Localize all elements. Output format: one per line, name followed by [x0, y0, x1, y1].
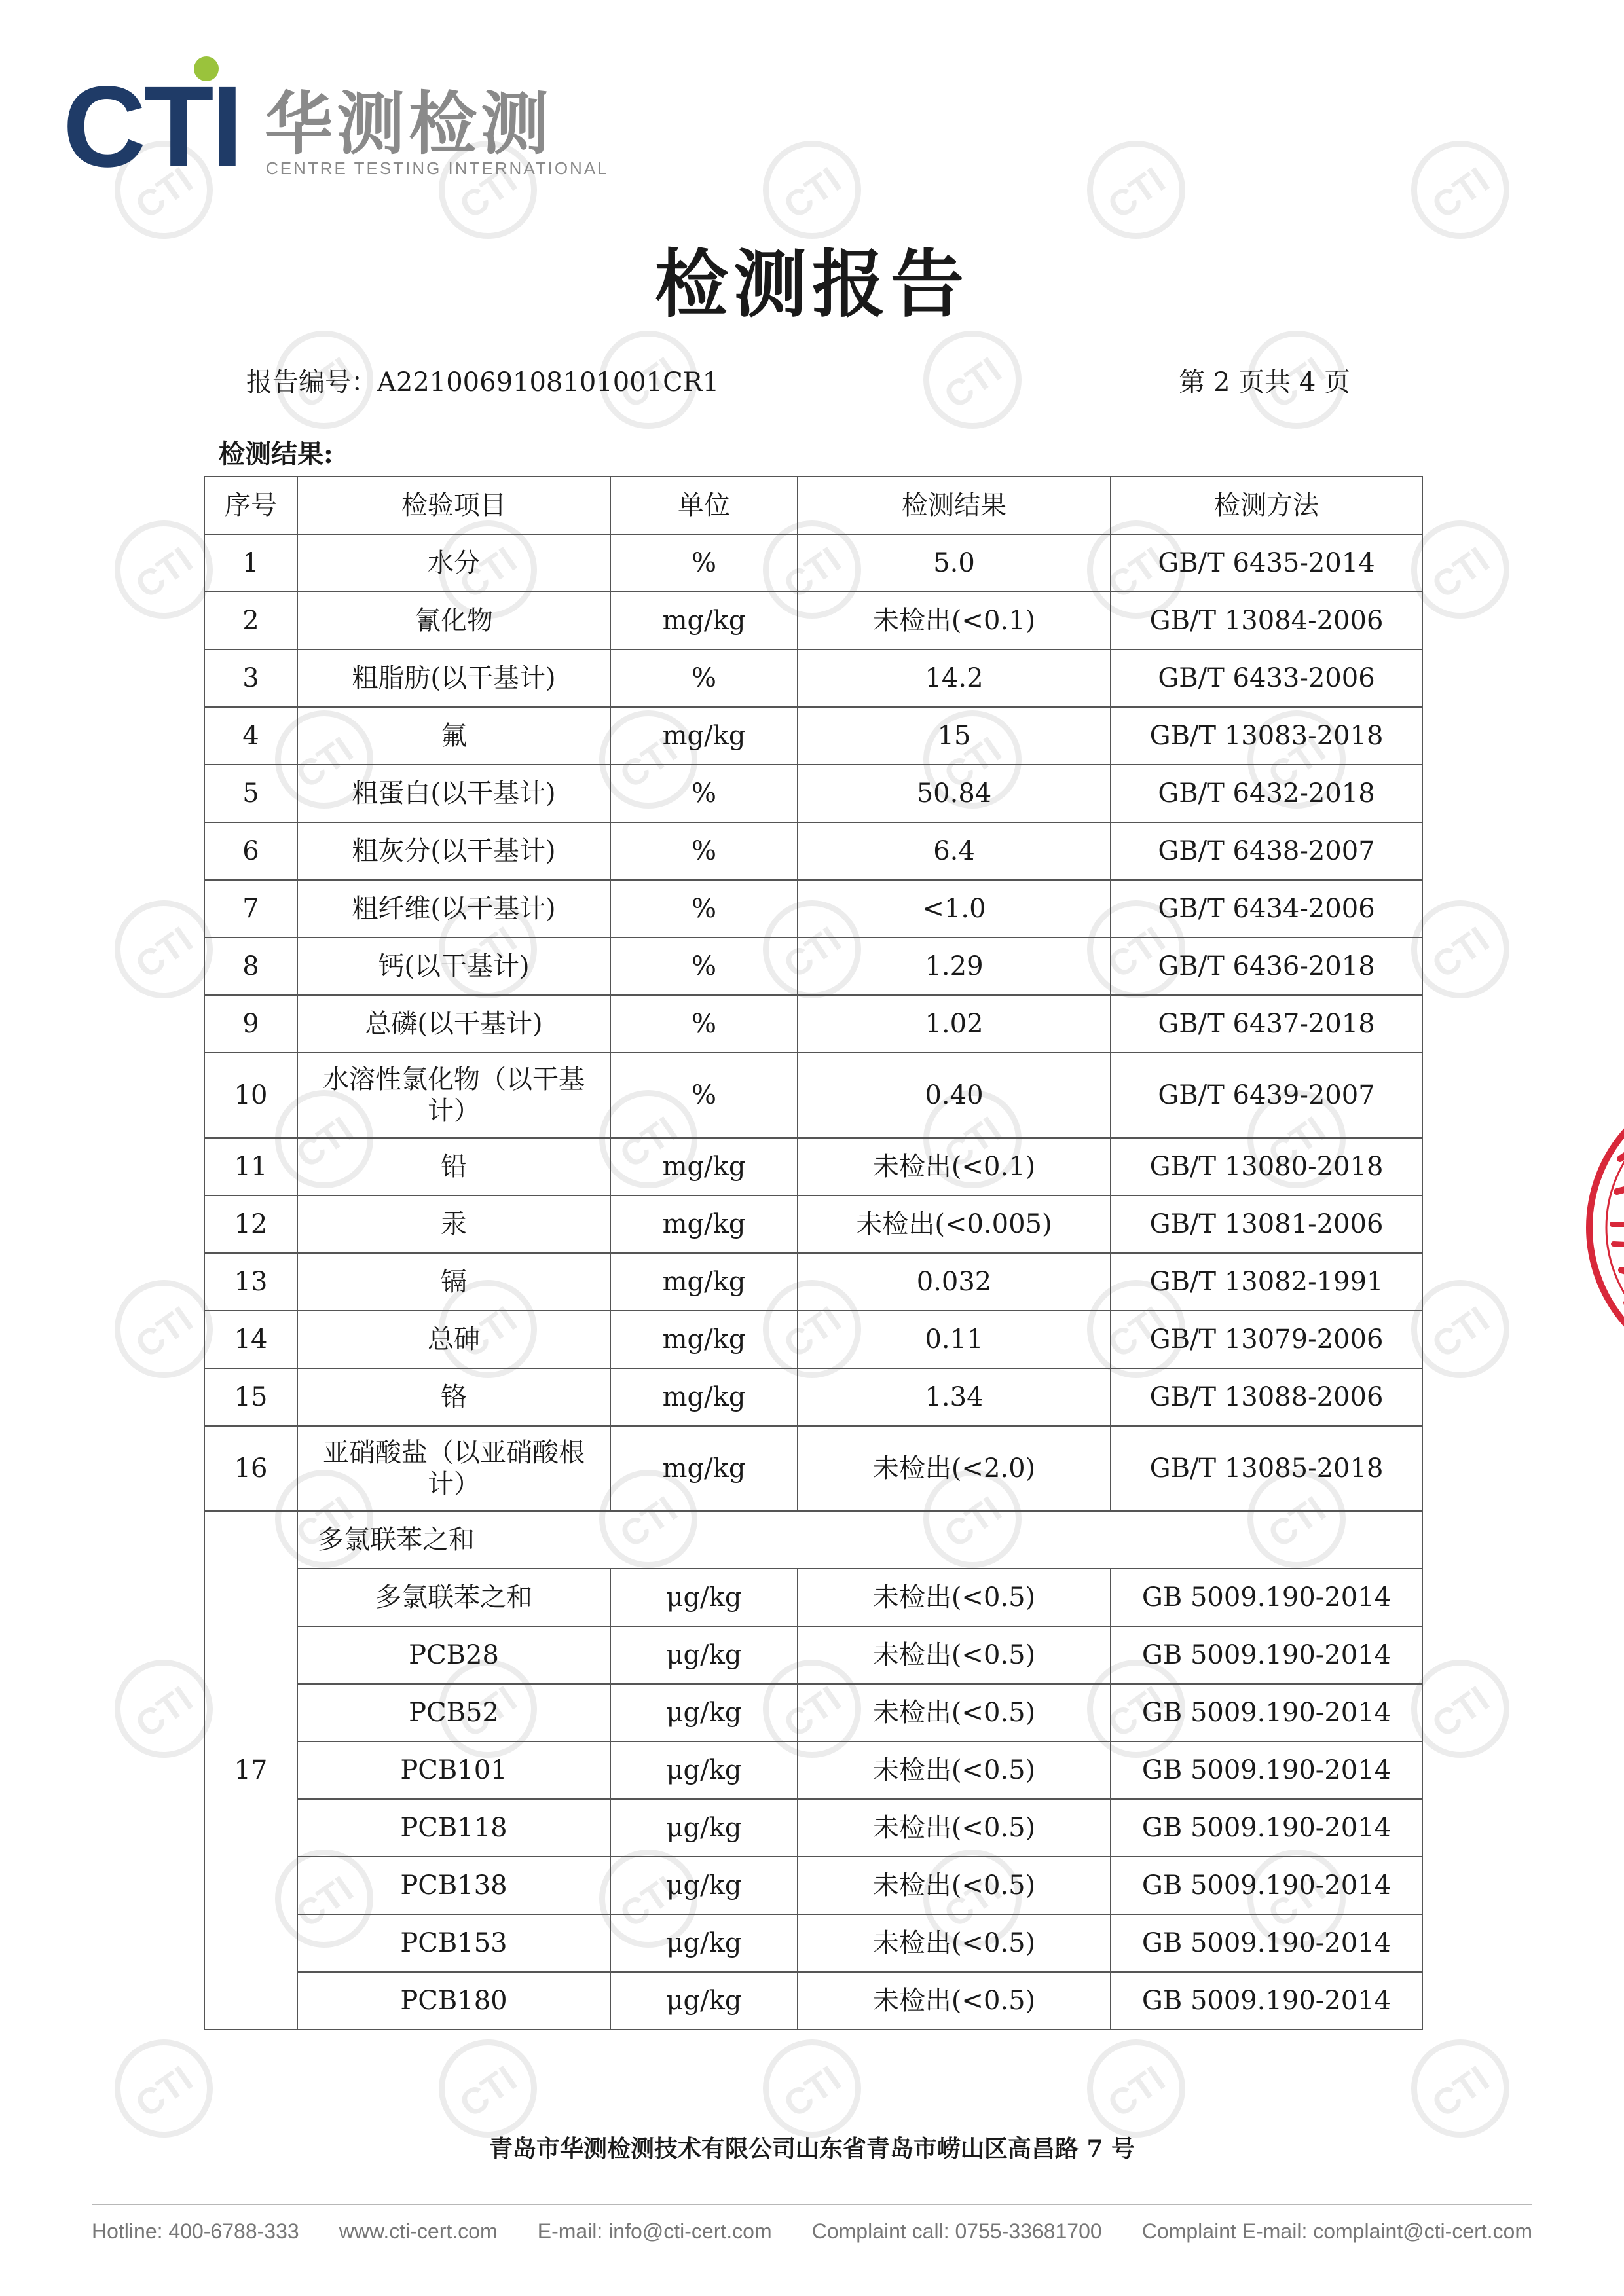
cell-item: PCB153	[297, 1914, 610, 1972]
cell-method: GB/T 6434-2006	[1111, 880, 1422, 938]
cell-result: 未检出(<0.005)	[798, 1195, 1111, 1253]
footer	[92, 2219, 1532, 2244]
table-row	[204, 1138, 1422, 1195]
table-row	[204, 534, 1422, 592]
cell-no: 2	[204, 592, 297, 649]
cell-item: PCB101	[297, 1741, 610, 1799]
cell-result: <1.0	[798, 880, 1111, 938]
cell-method: GB/T 6438-2007	[1111, 822, 1422, 880]
cell-no: 10	[204, 1053, 297, 1138]
cell-no: 5	[204, 765, 297, 822]
cell-item: 粗脂肪(以干基计)	[297, 649, 610, 707]
cell-result: 15	[798, 707, 1111, 765]
cell-method: GB/T 13082-1991	[1111, 1253, 1422, 1311]
cell-no: 4	[204, 707, 297, 765]
cell-unit: μg/kg	[610, 1569, 798, 1626]
section-label: 检测结果:	[219, 439, 333, 469]
cell-item: 粗蛋白(以干基计)	[297, 765, 610, 822]
cell-method: GB 5009.190-2014	[1111, 1914, 1422, 1972]
cell-result: 未检出(<0.5)	[798, 1914, 1111, 1972]
cell-method: GB 5009.190-2014	[1111, 1626, 1422, 1684]
cell-result: 1.02	[798, 995, 1111, 1053]
cell-item: 镉	[297, 1253, 610, 1311]
cell-no: 3	[204, 649, 297, 707]
cell-result: 14.2	[798, 649, 1111, 707]
group-sub-row	[204, 1684, 1422, 1741]
cti-watermark-icon	[115, 520, 213, 619]
cell-method: GB/T 6436-2018	[1111, 938, 1422, 995]
cell-unit: μg/kg	[610, 1684, 798, 1741]
cell-no: 14	[204, 1311, 297, 1368]
table-row	[204, 1426, 1422, 1511]
cell-item: PCB52	[297, 1684, 610, 1741]
group-sub-row	[204, 1626, 1422, 1684]
cell-unit: mg/kg	[610, 1311, 798, 1368]
seal-stamp-icon	[1581, 1074, 1624, 1381]
header-method: 检测方法	[1111, 477, 1422, 534]
cell-no: 1	[204, 534, 297, 592]
cell-unit: mg/kg	[610, 1195, 798, 1253]
page-number: 第 2 页共 4 页	[1179, 367, 1350, 397]
cell-item: 总砷	[297, 1311, 610, 1368]
table-row	[204, 1368, 1422, 1426]
cell-no: 15	[204, 1368, 297, 1426]
cti-watermark-icon	[1411, 2039, 1509, 2138]
cell-method: GB 5009.190-2014	[1111, 1799, 1422, 1857]
cti-watermark-icon	[763, 2039, 861, 2138]
cell-unit: %	[610, 534, 798, 592]
footer-email[interactable]: E-mail: info@cti-cert.com	[537, 2219, 772, 2243]
cell-unit: %	[610, 995, 798, 1053]
cell-item: 粗纤维(以干基计)	[297, 880, 610, 938]
group-title: 多氯联苯之和	[297, 1511, 1422, 1569]
cell-method: GB/T 13080-2018	[1111, 1138, 1422, 1195]
cell-result: 0.11	[798, 1311, 1111, 1368]
cell-item: 氟	[297, 707, 610, 765]
cell-unit: mg/kg	[610, 1138, 798, 1195]
cell-result: 6.4	[798, 822, 1111, 880]
cell-method: GB/T 6435-2014	[1111, 534, 1422, 592]
cell-unit: mg/kg	[610, 707, 798, 765]
cti-watermark-icon	[1411, 520, 1509, 619]
table-row	[204, 995, 1422, 1053]
cell-unit: μg/kg	[610, 1799, 798, 1857]
cell-no: 9	[204, 995, 297, 1053]
report-title: 检测报告	[655, 242, 969, 327]
cell-item: 铬	[297, 1368, 610, 1426]
cell-unit: μg/kg	[610, 1914, 798, 1972]
cell-method: GB/T 6432-2018	[1111, 765, 1422, 822]
logo-english-name: CENTRE TESTING INTERNATIONAL	[266, 158, 609, 178]
cell-item: PCB180	[297, 1972, 610, 2030]
cell-result: 未检出(<0.5)	[798, 1626, 1111, 1684]
cell-unit: μg/kg	[610, 1972, 798, 2030]
cell-method: GB 5009.190-2014	[1111, 1569, 1422, 1626]
footer-complaint-email[interactable]: Complaint E-mail: complaint@cti-cert.com	[1141, 2219, 1532, 2243]
cell-no: 7	[204, 880, 297, 938]
cell-unit: mg/kg	[610, 1368, 798, 1426]
cell-unit: μg/kg	[610, 1626, 798, 1684]
cell-result: 未检出(<0.1)	[798, 1138, 1111, 1195]
cell-result: 50.84	[798, 765, 1111, 822]
cell-method: GB/T 6433-2006	[1111, 649, 1422, 707]
cell-method: GB/T 13088-2006	[1111, 1368, 1422, 1426]
cell-item: 粗灰分(以干基计)	[297, 822, 610, 880]
cell-result: 未检出(<0.1)	[798, 592, 1111, 649]
results-table	[204, 476, 1423, 2030]
cell-result: 0.40	[798, 1053, 1111, 1138]
logo-mark: CTI	[63, 63, 241, 191]
cell-result: 未检出(<0.5)	[798, 1569, 1111, 1626]
table-row	[204, 1195, 1422, 1253]
table-row	[204, 1253, 1422, 1311]
cell-result: 未检出(<0.5)	[798, 1684, 1111, 1741]
cell-method: GB/T 13081-2006	[1111, 1195, 1422, 1253]
report-number: 报告编号：A2210069108101001CR1	[246, 367, 720, 397]
table-row	[204, 592, 1422, 649]
table-header-row	[204, 477, 1422, 534]
footer-complaint-call: Complaint call: 0755-33681700	[811, 2219, 1102, 2243]
cell-result: 未检出(<0.5)	[798, 1972, 1111, 2030]
footer-hotline: Hotline: 400-6788-333	[92, 2219, 299, 2243]
cell-item: 铅	[297, 1138, 610, 1195]
group-header-row	[204, 1511, 1422, 1569]
cell-method: GB 5009.190-2014	[1111, 1972, 1422, 2030]
cell-unit: μg/kg	[610, 1741, 798, 1799]
cell-unit: mg/kg	[610, 592, 798, 649]
cell-unit: %	[610, 938, 798, 995]
cell-unit: mg/kg	[610, 1426, 798, 1511]
group-no: 17	[204, 1511, 297, 2030]
cti-watermark-icon	[439, 2039, 537, 2138]
cell-item: 亚硝酸盐（以亚硝酸根计）	[297, 1426, 610, 1511]
cell-result: 未检出(<0.5)	[798, 1741, 1111, 1799]
header-unit: 单位	[610, 477, 798, 534]
cell-result: 未检出(<0.5)	[798, 1857, 1111, 1914]
cell-method: GB/T 13084-2006	[1111, 592, 1422, 649]
group-sub-row	[204, 1972, 1422, 2030]
cell-result: 5.0	[798, 534, 1111, 592]
table-row	[204, 649, 1422, 707]
cti-watermark-icon	[1087, 141, 1185, 239]
cti-watermark-icon	[115, 1660, 213, 1758]
cell-item: 氰化物	[297, 592, 610, 649]
group-sub-row	[204, 1799, 1422, 1857]
cell-no: 12	[204, 1195, 297, 1253]
cell-no: 8	[204, 938, 297, 995]
cell-unit: %	[610, 1053, 798, 1138]
cell-method: GB/T 13083-2018	[1111, 707, 1422, 765]
cell-item: PCB138	[297, 1857, 610, 1914]
cell-unit: %	[610, 765, 798, 822]
cell-result: 未检出(<2.0)	[798, 1426, 1111, 1511]
table-row	[204, 1053, 1422, 1138]
cell-item: PCB118	[297, 1799, 610, 1857]
cti-watermark-icon	[763, 141, 861, 239]
group-sub-row	[204, 1857, 1422, 1914]
header-result: 检测结果	[798, 477, 1111, 534]
cell-no: 6	[204, 822, 297, 880]
table-row	[204, 707, 1422, 765]
cell-no: 13	[204, 1253, 297, 1311]
cti-watermark-icon	[1411, 141, 1509, 239]
cti-watermark-icon	[1411, 900, 1509, 998]
table-row	[204, 765, 1422, 822]
cell-unit: %	[610, 822, 798, 880]
cell-no: 11	[204, 1138, 297, 1195]
group-sub-row	[204, 1914, 1422, 1972]
cti-watermark-icon	[115, 900, 213, 998]
cell-result: 1.29	[798, 938, 1111, 995]
cell-method: GB/T 13085-2018	[1111, 1426, 1422, 1511]
cell-unit: %	[610, 649, 798, 707]
cell-method: GB 5009.190-2014	[1111, 1741, 1422, 1799]
cell-method: GB/T 13079-2006	[1111, 1311, 1422, 1368]
header-no: 序号	[204, 477, 297, 534]
cti-watermark-icon	[923, 331, 1022, 429]
cell-method: GB 5009.190-2014	[1111, 1857, 1422, 1914]
cell-item: 钙(以干基计)	[297, 938, 610, 995]
group-sub-row	[204, 1741, 1422, 1799]
group-sub-row	[204, 1569, 1422, 1626]
cell-unit: μg/kg	[610, 1857, 798, 1914]
table-row	[204, 938, 1422, 995]
cell-unit: mg/kg	[610, 1253, 798, 1311]
header-item: 检验项目	[297, 477, 610, 534]
footer-website[interactable]: www.cti-cert.com	[339, 2219, 498, 2243]
cell-item: 水溶性氯化物（以干基计）	[297, 1053, 610, 1138]
cti-watermark-icon	[1411, 1660, 1509, 1758]
cell-item: 总磷(以干基计)	[297, 995, 610, 1053]
cell-item: PCB28	[297, 1626, 610, 1684]
cti-watermark-icon	[115, 2039, 213, 2138]
cell-item: 多氯联苯之和	[297, 1569, 610, 1626]
cell-item: 水分	[297, 534, 610, 592]
cti-watermark-icon	[115, 1280, 213, 1378]
cell-unit: %	[610, 880, 798, 938]
cell-result: 未检出(<0.5)	[798, 1799, 1111, 1857]
logo-chinese-name: 华测检测	[265, 84, 553, 164]
table-row	[204, 1311, 1422, 1368]
cti-watermark-icon	[1411, 1280, 1509, 1378]
cell-result: 1.34	[798, 1368, 1111, 1426]
table-row	[204, 822, 1422, 880]
table-row	[204, 880, 1422, 938]
cell-method: GB/T 6437-2018	[1111, 995, 1422, 1053]
cell-item: 汞	[297, 1195, 610, 1253]
cell-method: GB/T 6439-2007	[1111, 1053, 1422, 1138]
cell-result: 0.032	[798, 1253, 1111, 1311]
cell-method: GB 5009.190-2014	[1111, 1684, 1422, 1741]
address-line: 青岛市华测检测技术有限公司山东省青岛市崂山区高昌路 7 号	[489, 2135, 1135, 2162]
cti-watermark-icon	[1087, 2039, 1185, 2138]
cell-no: 16	[204, 1426, 297, 1511]
footer-divider	[92, 2204, 1532, 2205]
